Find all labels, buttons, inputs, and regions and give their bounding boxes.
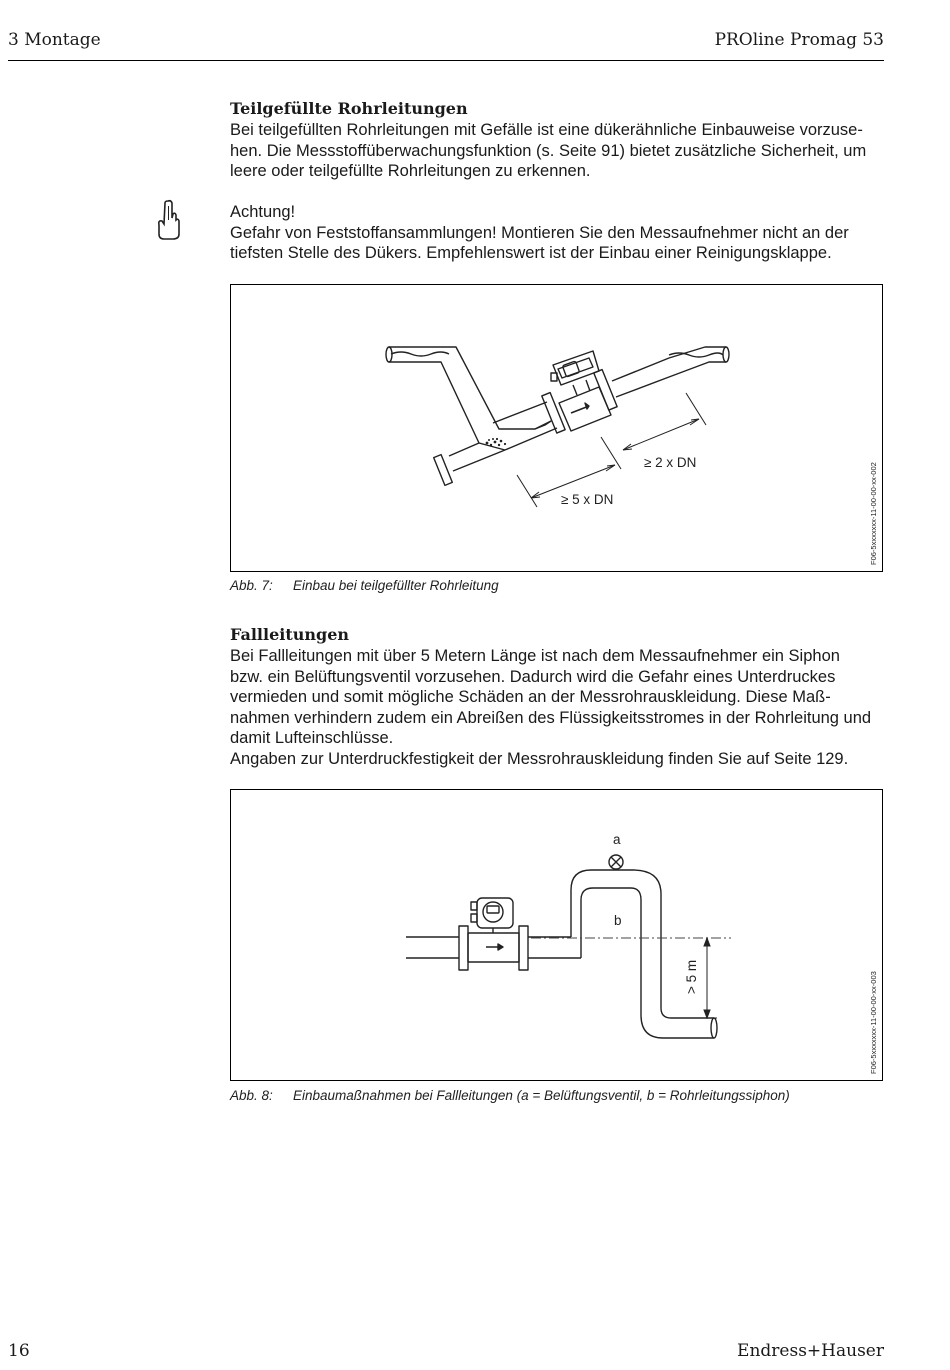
section-paragraph-partially-filled <box>230 120 890 182</box>
header-product: PROline Promag 53 <box>714 30 884 50</box>
section-heading-downpipes: Fallleitungen <box>230 625 349 644</box>
pipe-diagram-2 <box>231 790 882 1080</box>
text-line: vermieden und somit mögliche Schäden an der Messrohrauskleidung. Diese Maß- <box>230 688 831 706</box>
text-line: damit Lufteinschlüsse. <box>230 729 394 747</box>
text-line: Angaben zur Unterdruckfestigkeit der Messrohrauskleidung finden Sie auf Seite 129. <box>230 749 849 768</box>
dimension-lines <box>517 393 706 507</box>
text-line: leere oder teilgefüllte Rohrleitungen zu erkennen. <box>230 162 591 180</box>
pointing-hand-icon <box>154 198 184 242</box>
header-section: 3 Montage <box>8 30 101 50</box>
text-line: nahmen verhindern zudem ein Abreißen des Flüssigkeitsstromes in der Rohrleitung und <box>230 708 872 727</box>
text-line: Bei teilgefüllten Rohrleitungen mit Gefälle ist eine dükerähnliche Einbauweise vorzuse- <box>230 121 863 139</box>
label-5dn: ≥ 5 x DN <box>561 492 614 507</box>
figure-partially-filled-pipe <box>230 284 883 572</box>
section-heading-partially-filled: Teilgefüllte Rohrleitungen <box>230 99 468 118</box>
label-2dn: ≥ 2 x DN <box>644 455 697 470</box>
figure-code-2: F06-5xxxxxxx-11-00-00-xx-003 <box>869 971 878 1074</box>
figure-caption-text-2: Einbaumaßnahmen bei Fallleitungen (a = Belüftungsventil, b = Rohrleitungssiphon) <box>293 1088 790 1103</box>
brand-logo: Endress+Hauser <box>737 1341 884 1361</box>
text-line: hen. Die Messstoffüberwachungsfunktion (s. Seite 91) bietet zusätzliche Sicherheit, um <box>230 141 867 160</box>
header-rule <box>8 60 884 61</box>
section-paragraph-downpipes <box>230 646 890 769</box>
figure-caption-number-2: Abb. 8: <box>230 1088 273 1103</box>
text-line: bzw. ein Belüftungsventil vorzusehen. Dadurch wird die Gefahr eines Unterdruckes <box>230 667 836 686</box>
warning-note <box>230 202 890 264</box>
text-line: Gefahr von Feststoffansammlungen! Montieren Sie den Messaufnehmer nicht an der <box>230 223 849 242</box>
pipe-diagram-1 <box>231 285 882 571</box>
label-a: a <box>613 832 621 847</box>
label-b: b <box>614 913 622 928</box>
figure-downpipe <box>230 789 883 1081</box>
figure-caption-text-1: Einbau bei teilgefüllter Rohrleitung <box>293 578 499 593</box>
page-number: 16 <box>8 1341 30 1361</box>
dimension-5m <box>697 938 717 1018</box>
figure-caption-number-1: Abb. 7: <box>230 578 273 593</box>
text-line: Bei Fallleitungen mit über 5 Metern Länge ist nach dem Messaufnehmer ein Siphon <box>230 647 840 665</box>
note-title: Achtung! <box>230 203 296 221</box>
label-5m: > 5 m <box>684 959 699 994</box>
figure-code-1: F06-5xxxxxxx-11-00-00-xx-002 <box>869 462 878 565</box>
text-line: tiefsten Stelle des Dükers. Empfehlenswert ist der Einbau einer Reinigungsklappe. <box>230 244 832 262</box>
